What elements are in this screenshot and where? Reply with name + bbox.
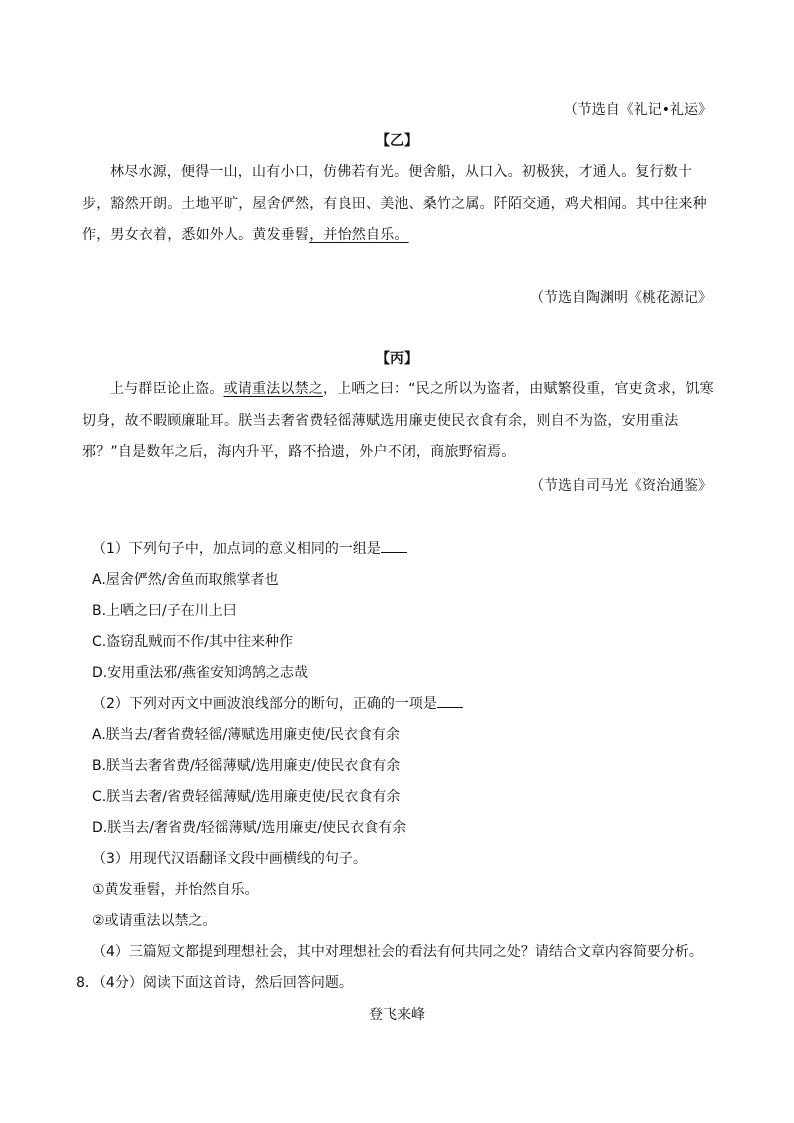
question-3: （3）用现代汉语翻译文段中画横线的句子。 xyxy=(92,851,367,867)
passage-bing-rest: ，上哂之曰：“民之所以为盗者，由赋繁役重，官吏贪求，饥寒切身，故不暇顾廉耻耳。朕当去奢省费轻徭薄赋选用廉吏使民衣食有余，则自不为盗，安用重法邪？”自是数年之后，海内升平，路不拾遗，外户不闭，商旅野宿焉。 xyxy=(82,381,714,460)
question-3-item-2: ②或请重法以禁之。 xyxy=(92,913,217,929)
passage-yi xyxy=(82,157,718,252)
poem-title: 登飞来峰 xyxy=(369,1007,425,1023)
question-1-text: （1）下列句子中，加点词的意义相同的一组是 xyxy=(92,541,381,557)
question-2-text: （2）下列对丙文中画波浪线部分的断句，正确的一项是 xyxy=(92,696,437,712)
question-8-header: 8．（4分）阅读下面这首诗，然后回答问题。 xyxy=(76,975,353,991)
passage-bing xyxy=(82,374,718,469)
question-2-option-c: C.朕当去奢/省费轻徭薄赋/选用廉吏使/民衣食有余 xyxy=(92,789,401,805)
passage-bing-underlined: 或请重法以禁之 xyxy=(223,381,324,397)
section-heading-bing: 【丙】 xyxy=(376,351,418,367)
question-2 xyxy=(92,695,463,713)
question-1-option-a: A.屋舍俨然/舍鱼而取熊掌者也 xyxy=(92,572,279,588)
section-heading-yi: 【乙】 xyxy=(376,133,418,149)
source-citation-taohuayuan: （节选自陶渊明《桃花源记》 xyxy=(530,290,712,306)
question-1 xyxy=(92,540,407,558)
answer-blank xyxy=(381,540,407,553)
question-2-option-a: A.朕当去/奢省费轻徭/薄赋选用廉吏使/民衣食有余 xyxy=(92,727,400,743)
source-citation-liji: （节选自《礼记•礼运》 xyxy=(563,102,712,118)
answer-blank xyxy=(437,695,463,708)
question-4: （4）三篇短文都提到理想社会，其中对理想社会的看法有何共同之处？请结合文章内容简要分析。 xyxy=(92,944,703,960)
passage-yi-text: 林尽水源，便得一山，山有小口，仿佛若有光。便舍船，从口入。初极狭，才通人。复行数十步，豁然开朗。土地平旷，屋舍俨然，有良田、美池、桑竹之属。阡陌交通，鸡犬相闻。其中往来种作，男女衣着，悉如外人。黄发垂髫 xyxy=(82,164,707,243)
question-1-option-d: D.安用重法邪/燕雀安知鸿鹄之志哉 xyxy=(92,665,308,681)
question-2-option-d: D.朕当去/奢省费/轻徭薄赋/选用廉吏/使民衣食有余 xyxy=(92,820,407,836)
question-1-option-c: C.盗窃乱贼而不作/其中往来种作 xyxy=(92,634,293,650)
question-3-item-1: ①黄发垂髫，并怡然自乐。 xyxy=(92,882,259,898)
question-2-option-b: B.朕当去奢省费/轻徭薄赋/选用廉吏/使民衣食有余 xyxy=(92,758,401,774)
question-1-option-b: B.上哂之曰/子在川上曰 xyxy=(92,603,237,619)
passage-bing-start: 上与群臣论止盗。 xyxy=(110,381,224,397)
source-citation-zizhitongjian: （节选自司马光《资治通鉴》 xyxy=(530,478,712,494)
passage-yi-underlined: ，并怡然自乐。 xyxy=(309,227,409,243)
